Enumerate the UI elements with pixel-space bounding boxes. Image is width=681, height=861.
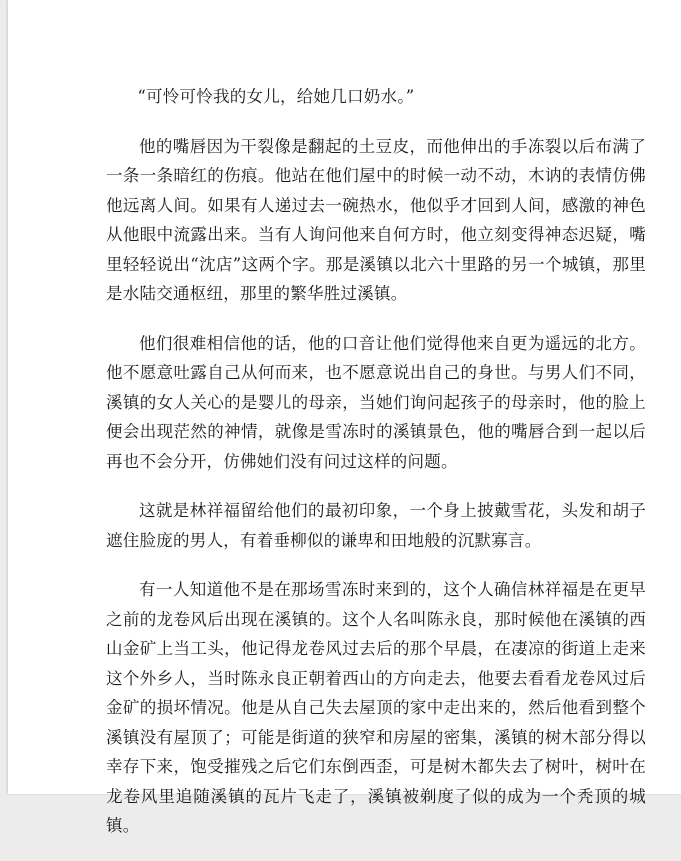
document-page [8,0,681,835]
document-body [106,82,646,861]
paragraph-1: “可怜可怜我的女儿，给她几口奶水。” [137,87,415,106]
paragraph-2: 他的嘴唇因为干裂像是翻起的土豆皮，而他伸出的手冻裂以后布满了一条一条暗红的伤痕。他站在他们屋中的时候一动不动，木讷的表情仿佛他远离人间。如果有人递过去一碗热水，他似乎才回到人间，感激的神色从他眼中流露出来。当有人询问他来自何方时，他立刻变得神态迟疑，嘴里轻轻说出“沈店”这两个字。那是溪镇以北六十里路的另一个城镇，那里是水陆交通枢纽，那里的繁华胜过溪镇。 [106,136,646,303]
paragraph-3: 他们很难相信他的话，他的口音让他们觉得他来自更为遥远的北方。他不愿意吐露自己从何而来，也不愿意说出自己的身世。与男人们不同，溪镇的女人关心的是婴儿的母亲，当她们询问起孩子的母亲时，他的脸上便会出现茫然的神情，就像是雪冻时的溪镇景色，他的嘴唇合到一起以后再也不会分开，仿佛她们没有问过这样的问题。 [106,333,646,471]
paragraph-4: 这就是林祥福留给他们的最初印象，一个身上披戴雪花，头发和胡子遮住脸庞的男人，有着垂柳似的谦卑和田地般的沉默寡言。 [106,501,646,550]
paragraph-5: 有一人知道他不是在那场雪冻时来到的，这个人确信林祥福是在更早之前的龙卷风后出现在溪镇的。这个人名叫陈永良，那时候他在溪镇的西山金矿上当工头，他记得龙卷风过去后的那个早晨，在凄凉的街道上走来这个外乡人，当时陈永良正朝着西山的方向走去，他要去看看龙卷风过后金矿的损坏情况。他是从自己失去屋顶的家中走出来的，然后他看到整个溪镇没有屋顶了；可能是街道的狭窄和房屋的密集，溪镇的树木部分得以幸存下来，饱受摧残之后它们东倒西歪，可是树木都失去了树叶，树叶在龙卷风里追随溪镇的瓦片飞走了，溪镇被剃度了似的成为一个秃顶的城镇。 [106,580,646,835]
